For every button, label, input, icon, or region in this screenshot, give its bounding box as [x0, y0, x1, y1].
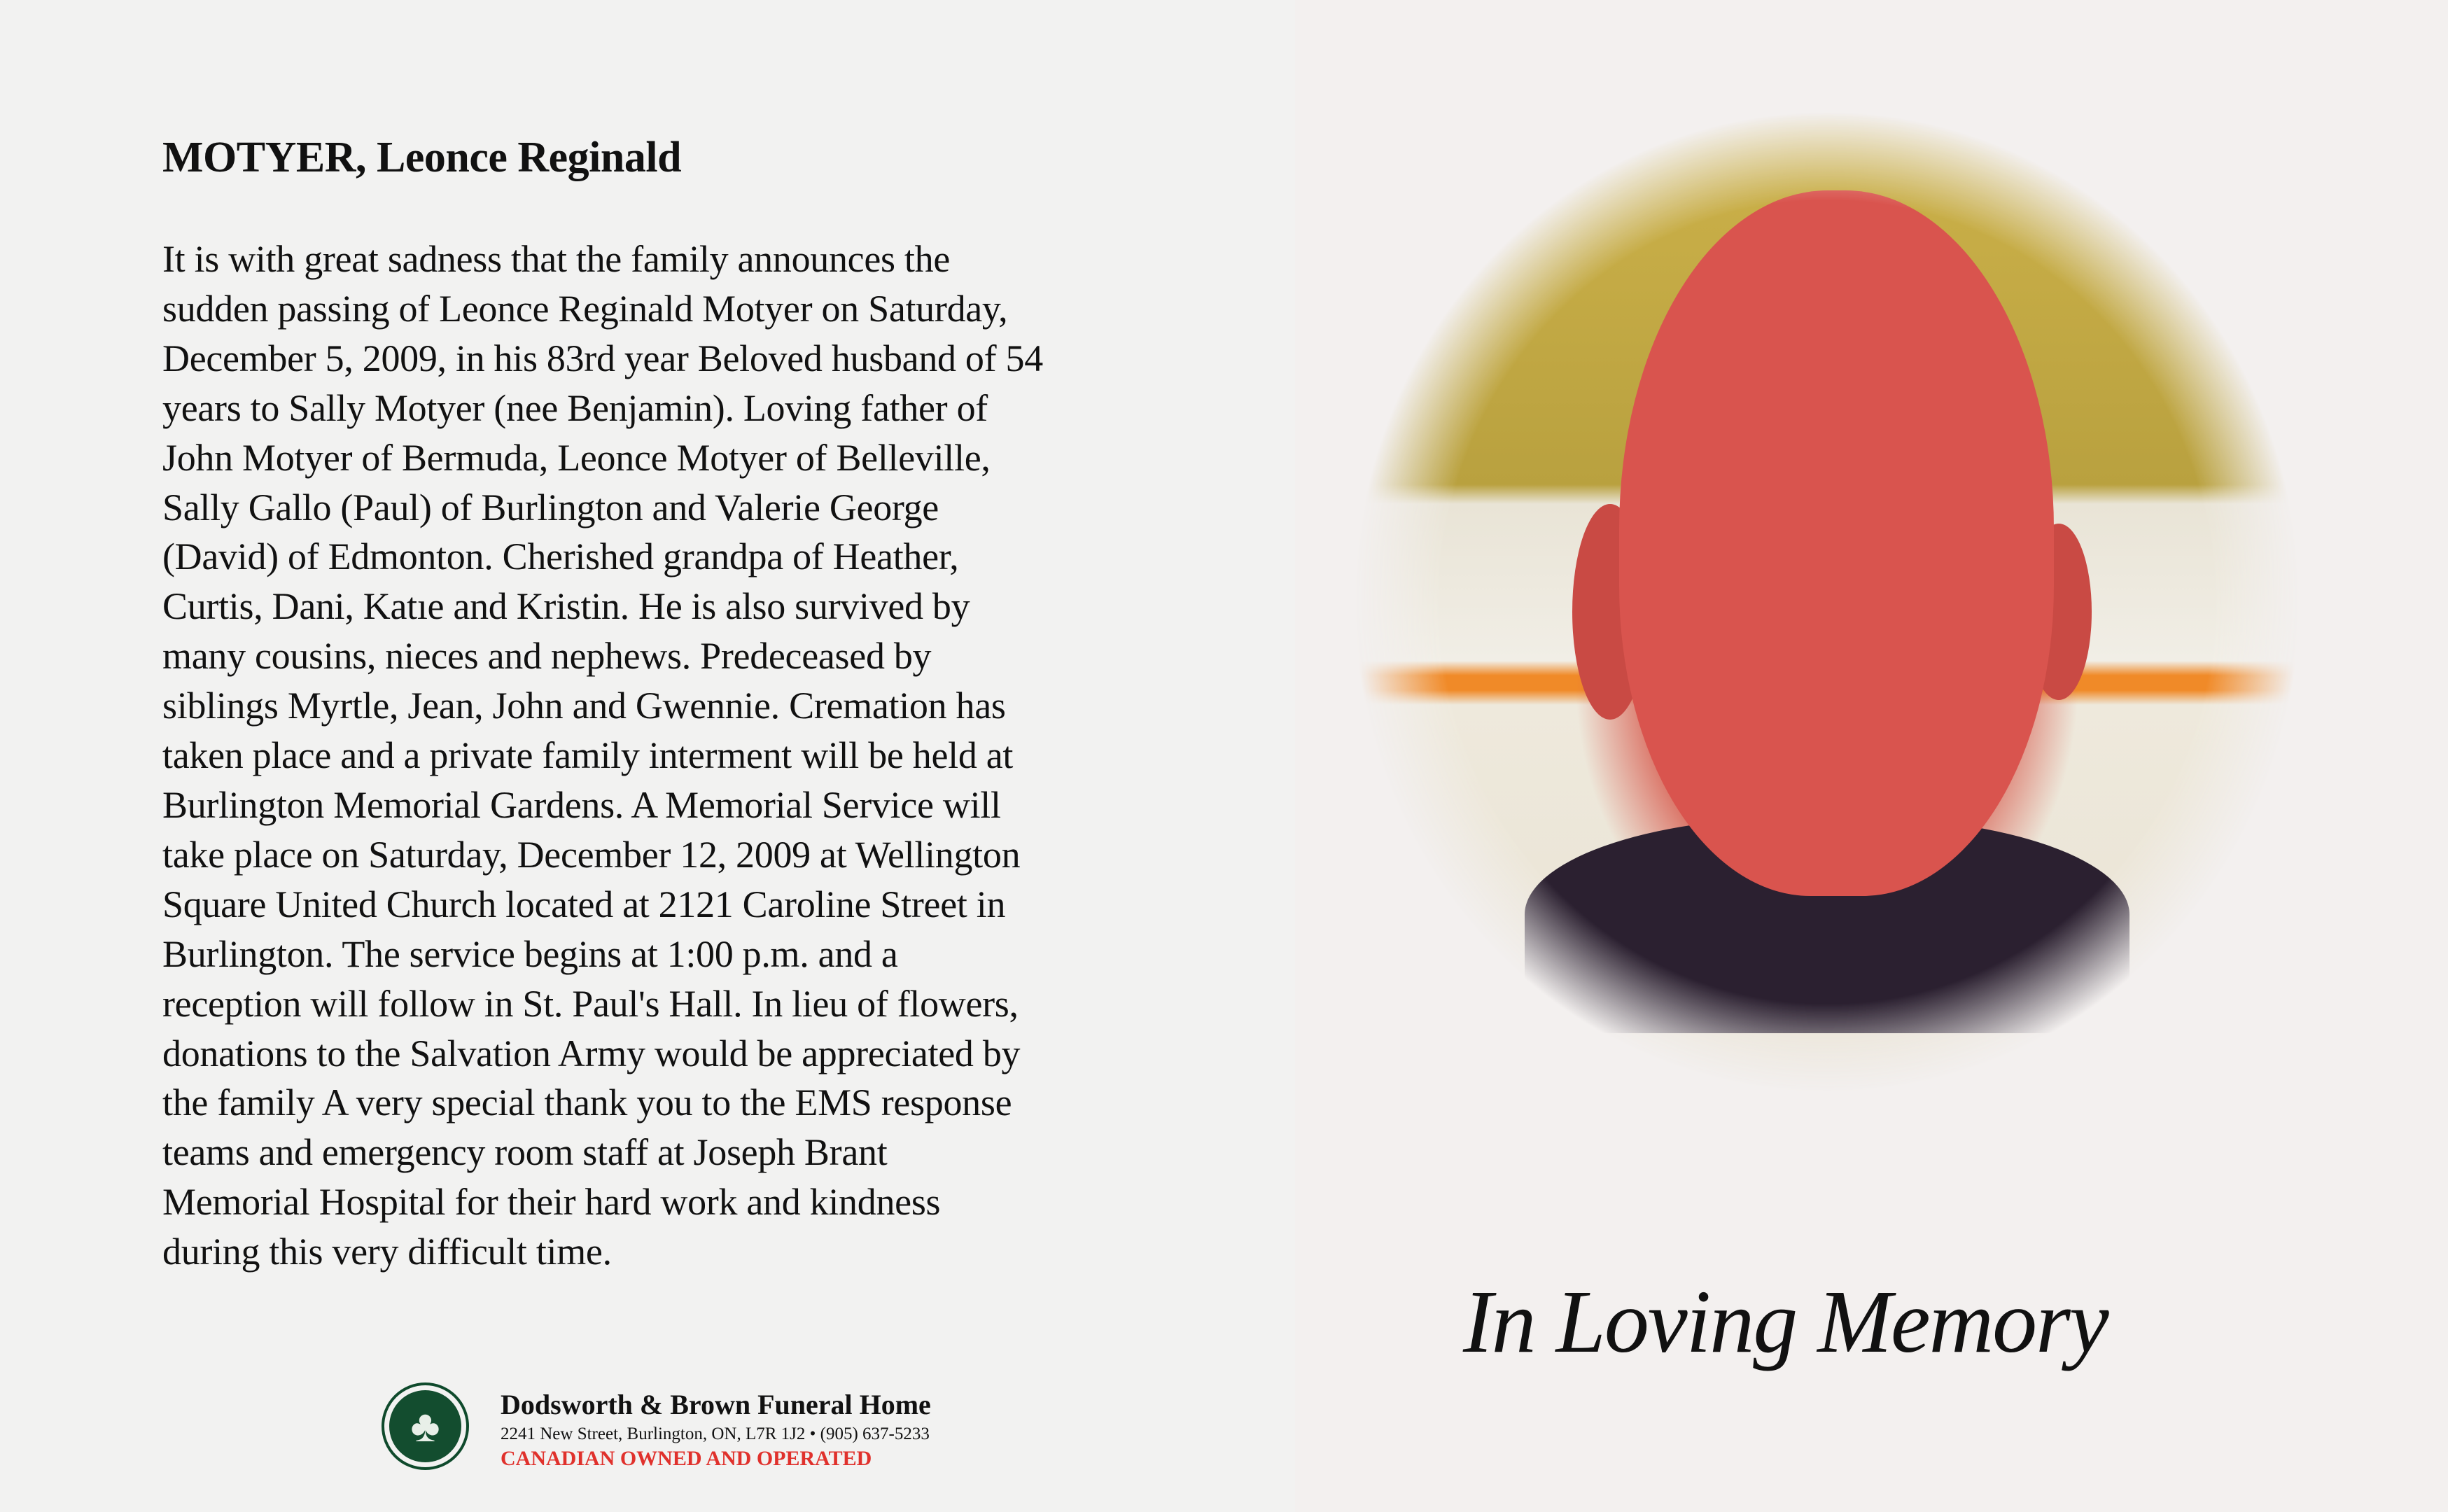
obituary-line: many cousins, nieces and nephews. Predeceased by — [162, 635, 932, 678]
obituary-line: Sally Gallo (Paul) of Burlington and Valerie George — [162, 486, 939, 528]
obituary-line: donations to the Salvation Army would be appreciated by — [162, 1032, 1021, 1074]
obituary-line: siblings Myrtle, Jean, John and Gwennie. Cremation has — [162, 685, 1006, 727]
obituary-line: December 5, 2009, in his 83rd year Beloved husband of 54 — [162, 337, 1043, 379]
portrait-photo — [1355, 112, 2300, 1092]
funeral-home-logo — [382, 1382, 469, 1470]
obituary-line: It is with great sadness that the family announces the — [162, 238, 950, 280]
tree-icon: ♣ — [389, 1390, 461, 1462]
obituary-line: years to Sally Motyer (nee Benjamin). Loving father of — [162, 386, 988, 429]
deceased-name: MOTYER, Leonce Reginald — [162, 134, 682, 181]
obituary-line: during this very difficult time. — [162, 1231, 612, 1273]
obituary-line: take place on Saturday, December 12, 2009 at Wellington — [162, 833, 1021, 876]
funeral-home-tagline: CANADIAN OWNED AND OPERATED — [501, 1447, 872, 1470]
in-loving-memory-title: In Loving Memory — [1463, 1272, 2108, 1371]
funeral-home-name: Dodsworth & Brown Funeral Home — [501, 1389, 931, 1420]
obituary-line: Burlington. The service begins at 1:00 p.m. and a — [162, 932, 898, 975]
obituary-line: Burlington Memorial Gardens. A Memorial Service will — [162, 783, 1001, 826]
obituary-line: Memorial Hospital for their hard work and kindness — [162, 1181, 941, 1224]
obituary-line: Curtis, Dani, Katıe and Kristin. He is also survived by — [162, 585, 970, 628]
obituary-line: (David) of Edmonton. Cherished grandpa of Heather, — [162, 536, 959, 578]
obituary-line: reception will follow in St. Paul's Hall. In lieu of flowers, — [162, 982, 1019, 1025]
funeral-home-address: 2241 New Street, Burlington, ON, L7R 1J2 • (905) 637-5233 — [501, 1424, 930, 1443]
portrait-head — [1619, 190, 2054, 896]
obituary-line: taken place and a private family interment will be held at — [162, 734, 1014, 777]
obituary-line: John Motyer of Bermuda, Leonce Motyer of Belleville, — [162, 436, 991, 479]
obituary-line: teams and emergency room staff at Joseph Brant — [162, 1131, 888, 1174]
obituary-text — [162, 234, 1254, 1277]
obituary-line: the family A very special thank you to the EMS response — [162, 1082, 1012, 1124]
obituary-line: Square United Church located at 2121 Caroline Street in — [162, 883, 1006, 925]
obituary-line: sudden passing of Leonce Reginald Motyer on Saturday, — [162, 287, 1008, 330]
